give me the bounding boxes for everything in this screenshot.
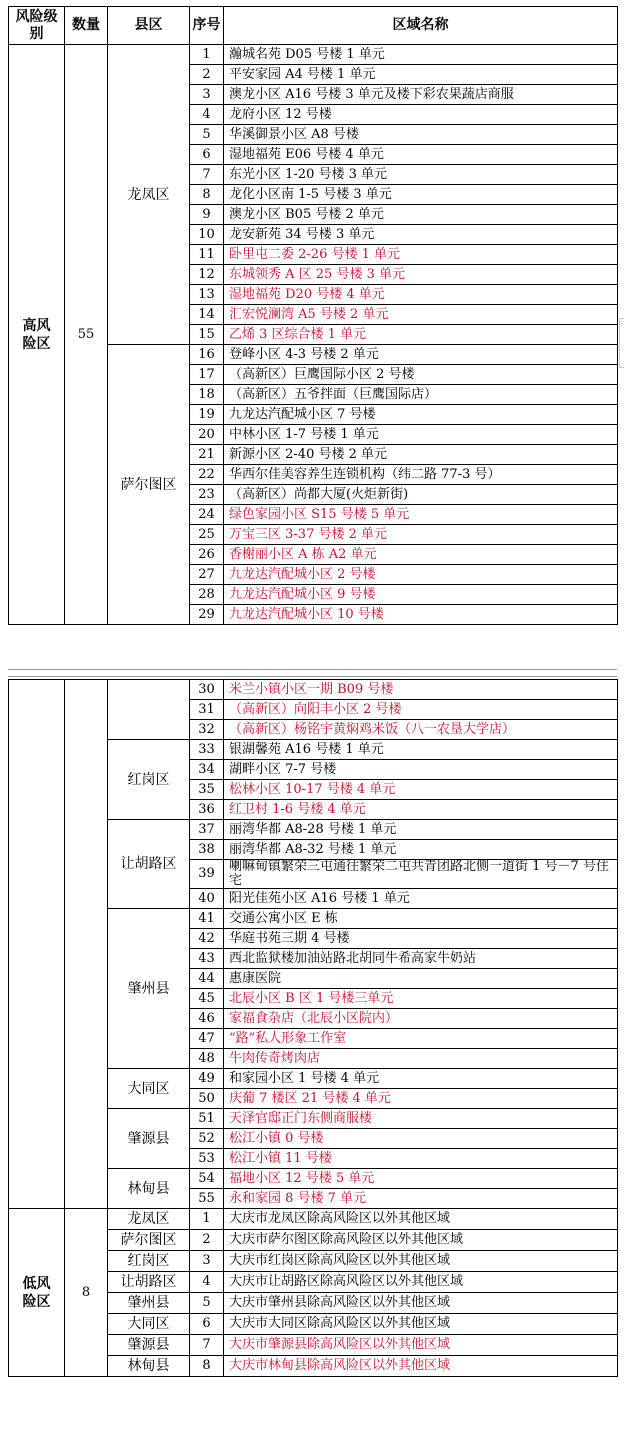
- row-seq: 35: [190, 780, 224, 800]
- row-seq: 15: [190, 325, 224, 345]
- row-seq: 16: [190, 345, 224, 365]
- row-seq: 7: [190, 1335, 224, 1356]
- header-count: 数量: [65, 7, 108, 45]
- row-seq: 4: [190, 105, 224, 125]
- row-seq: 2: [190, 65, 224, 85]
- district-cell: 大同区: [108, 1069, 190, 1109]
- district-cell: 肇州县: [108, 1293, 190, 1314]
- header-area-name: 区域名称: [224, 7, 618, 45]
- row-seq: 20: [190, 425, 224, 445]
- low-risk-row: [9, 1209, 618, 1230]
- low-risk-level-cell: 低风险区: [9, 1209, 65, 1377]
- area-name: 阳光佳苑小区 A16 号楼 1 单元: [224, 889, 618, 909]
- row-seq: 50: [190, 1089, 224, 1109]
- area-name: 丽湾华都 A8-32 号楼 1 单元: [224, 840, 618, 860]
- table-row: [9, 680, 618, 700]
- area-name: 澳龙小区 B05 号楼 2 单元: [224, 205, 618, 225]
- page-break-line: [8, 669, 617, 670]
- district-cell: 林甸县: [108, 1356, 190, 1377]
- row-seq: 25: [190, 525, 224, 545]
- district-cell: 龙凤区: [108, 1209, 190, 1230]
- row-seq: 43: [190, 949, 224, 969]
- area-name: 登峰小区 4-3 号楼 2 单元: [224, 345, 618, 365]
- district-cell: [108, 680, 190, 740]
- area-name: 中林小区 1-7 号楼 1 单元: [224, 425, 618, 445]
- area-name: 东光小区 1-20 号楼 3 单元: [224, 165, 618, 185]
- area-name: 湿地福苑 E06 号楼 4 单元: [224, 145, 618, 165]
- district-cell: 让胡路区: [108, 820, 190, 909]
- district-cell: 大同区: [108, 1314, 190, 1335]
- row-seq: 9: [190, 205, 224, 225]
- row-seq: 26: [190, 545, 224, 565]
- risk-level-cell: [9, 680, 65, 1209]
- row-seq: 6: [190, 145, 224, 165]
- area-name: 大庆市龙凤区除高风险区以外其他区域: [224, 1209, 618, 1230]
- area-name: 大庆市让胡路区除高风险区以外其他区域: [224, 1272, 618, 1293]
- area-name: 大庆市萨尔图区除高风险区以外其他区域: [224, 1230, 618, 1251]
- district-cell: 肇州县: [108, 909, 190, 1069]
- area-name: 米兰小镇小区一期 B09 号楼: [224, 680, 618, 700]
- area-name: 福地小区 12 号楼 5 单元: [224, 1169, 618, 1189]
- area-name: 北辰小区 B 区 1 号楼三单元: [224, 989, 618, 1009]
- row-seq: 24: [190, 505, 224, 525]
- row-seq: 42: [190, 929, 224, 949]
- row-seq: 14: [190, 305, 224, 325]
- area-name: 交通公寓小区 E 栋: [224, 909, 618, 929]
- header-risk-level: 风险级别: [9, 7, 65, 45]
- risk-level-cell: 高风险区: [9, 45, 65, 625]
- risk-table-page-2: [8, 679, 618, 1377]
- row-seq: 8: [190, 1356, 224, 1377]
- row-seq: 40: [190, 889, 224, 909]
- row-seq: 31: [190, 700, 224, 720]
- area-name: 香榭丽小区 A 栋 A2 单元: [224, 545, 618, 565]
- row-seq: 48: [190, 1049, 224, 1069]
- area-name: 九龙达汽配城小区 7 号楼: [224, 405, 618, 425]
- area-name: 澳龙小区 A16 号楼 3 单元及楼下彩农果蔬店商服: [224, 85, 618, 105]
- row-seq: 2: [190, 1230, 224, 1251]
- area-name: 龙化小区南 1-5 号楼 3 单元: [224, 185, 618, 205]
- area-name: 九龙达汽配城小区 2 号楼: [224, 565, 618, 585]
- area-name: 牛肉传奇烤肉店: [224, 1049, 618, 1069]
- area-name: 喇嘛甸镇繁荣三屯通往繁荣二屯共青团路北侧一道街 1 号－7 号住宅: [224, 860, 618, 889]
- area-name: 大庆市肇州县除高风险区以外其他区域: [224, 1293, 618, 1314]
- area-name: 和家园小区 1 号楼 4 单元: [224, 1069, 618, 1089]
- area-name: 九龙达汽配城小区 10 号楼: [224, 605, 618, 625]
- row-seq: 6: [190, 1314, 224, 1335]
- row-seq: 47: [190, 1029, 224, 1049]
- row-seq: 41: [190, 909, 224, 929]
- area-name: 大庆市大同区除高风险区以外其他区域: [224, 1314, 618, 1335]
- area-name: 银湖馨苑 A16 号楼 1 单元: [224, 740, 618, 760]
- row-seq: 22: [190, 465, 224, 485]
- area-name: 湖畔小区 7-7 号楼: [224, 760, 618, 780]
- area-name: 乙烯 3 区综合楼 1 单元: [224, 325, 618, 345]
- area-name: 家福食杂店（北辰小区院内）: [224, 1009, 618, 1029]
- header-row: [9, 7, 618, 45]
- district-cell: 龙凤区: [108, 45, 190, 345]
- area-name: 平安家园 A4 号楼 1 单元: [224, 65, 618, 85]
- area-name: 松江小镇 0 号楼: [224, 1129, 618, 1149]
- row-seq: 11: [190, 245, 224, 265]
- area-name: 松林小区 10-17 号楼 4 单元: [224, 780, 618, 800]
- area-name: 瀚城名苑 D05 号楼 1 单元: [224, 45, 618, 65]
- area-name: 大庆市红岗区除高风险区以外其他区域: [224, 1251, 618, 1272]
- area-name: （高新区）向阳丰小区 2 号楼: [224, 700, 618, 720]
- row-seq: 27: [190, 565, 224, 585]
- row-seq: 8: [190, 185, 224, 205]
- row-seq: 28: [190, 585, 224, 605]
- area-name: 龙府小区 12 号楼: [224, 105, 618, 125]
- row-seq: 45: [190, 989, 224, 1009]
- row-seq: 10: [190, 225, 224, 245]
- area-name: 东城领秀 A 区 25 号楼 3 单元: [224, 265, 618, 285]
- area-name: （高新区）巨鹰国际小区 2 号楼: [224, 365, 618, 385]
- row-seq: 13: [190, 285, 224, 305]
- district-cell: 林甸县: [108, 1169, 190, 1209]
- area-name: 新源小区 2-40 号楼 2 单元: [224, 445, 618, 465]
- area-name: （高新区）尚都大厦(火炬新街): [224, 485, 618, 505]
- area-name: 卧里屯二委 2-26 号楼 1 单元: [224, 245, 618, 265]
- area-name: 大庆市林甸县除高风险区以外其他区域: [224, 1356, 618, 1377]
- table-row: [9, 45, 618, 65]
- area-name: （高新区）杨铭宇黄焖鸡米饭（八一农垦大学店）: [224, 720, 618, 740]
- row-seq: 38: [190, 840, 224, 860]
- row-seq: 49: [190, 1069, 224, 1089]
- row-seq: 12: [190, 265, 224, 285]
- row-seq: 54: [190, 1169, 224, 1189]
- row-seq: 18: [190, 385, 224, 405]
- row-seq: 21: [190, 445, 224, 465]
- risk-table-page-1: [8, 6, 618, 625]
- row-seq: 5: [190, 125, 224, 145]
- header-seq: 序号: [190, 7, 224, 45]
- area-name: 红卫村 1-6 号楼 4 单元: [224, 800, 618, 820]
- page-edge-mark: [619, 318, 624, 368]
- area-name: 龙安新苑 34 号楼 3 单元: [224, 225, 618, 245]
- area-name: 华庭书苑三期 4 号楼: [224, 929, 618, 949]
- district-cell: 让胡路区: [108, 1272, 190, 1293]
- area-name: （高新区）五爷拌面（巨鹰国际店）: [224, 385, 618, 405]
- area-name: 华西尔佳美容养生连锁机构（纬二路 77-3 号）: [224, 465, 618, 485]
- area-name: 华溪御景小区 A8 号楼: [224, 125, 618, 145]
- area-name: 松江小镇 11 号楼: [224, 1149, 618, 1169]
- row-seq: 29: [190, 605, 224, 625]
- district-cell: 肇源县: [108, 1109, 190, 1169]
- header-district: 县区: [108, 7, 190, 45]
- row-seq: 19: [190, 405, 224, 425]
- area-name: 万宝三区 3-37 号楼 2 单元: [224, 525, 618, 545]
- row-seq: 37: [190, 820, 224, 840]
- area-name: 九龙达汽配城小区 9 号楼: [224, 585, 618, 605]
- row-seq: 55: [190, 1189, 224, 1209]
- row-seq: 33: [190, 740, 224, 760]
- row-seq: 4: [190, 1272, 224, 1293]
- area-name: 汇宏悦澜湾 A5 号楼 2 单元: [224, 305, 618, 325]
- row-seq: 51: [190, 1109, 224, 1129]
- row-seq: 17: [190, 365, 224, 385]
- row-seq: 5: [190, 1293, 224, 1314]
- row-seq: 39: [190, 860, 224, 889]
- district-cell: 肇源县: [108, 1335, 190, 1356]
- row-seq: 1: [190, 45, 224, 65]
- area-name: 惠康医院: [224, 969, 618, 989]
- district-cell: 萨尔图区: [108, 345, 190, 625]
- area-name: 永和家园 8 号楼 7 单元: [224, 1189, 618, 1209]
- page-break-line: [8, 676, 617, 677]
- area-name: “路”私人形象工作室: [224, 1029, 618, 1049]
- area-name: 大庆市肇源县除高风险区以外其他区域: [224, 1335, 618, 1356]
- risk-count-cell: 55: [65, 45, 108, 625]
- row-seq: 7: [190, 165, 224, 185]
- district-cell: 红岗区: [108, 740, 190, 820]
- area-name: 庆葡 7 楼区 21 号楼 4 单元: [224, 1089, 618, 1109]
- district-cell: 萨尔图区: [108, 1230, 190, 1251]
- area-name: 西北监狱楼加油站路北胡同牛希高家牛奶站: [224, 949, 618, 969]
- row-seq: 53: [190, 1149, 224, 1169]
- row-seq: 44: [190, 969, 224, 989]
- risk-count-cell: [65, 680, 108, 1209]
- row-seq: 36: [190, 800, 224, 820]
- area-name: 湿地福苑 D20 号楼 4 单元: [224, 285, 618, 305]
- row-seq: 1: [190, 1209, 224, 1230]
- district-cell: 红岗区: [108, 1251, 190, 1272]
- row-seq: 23: [190, 485, 224, 505]
- row-seq: 3: [190, 1251, 224, 1272]
- row-seq: 3: [190, 85, 224, 105]
- row-seq: 32: [190, 720, 224, 740]
- row-seq: 34: [190, 760, 224, 780]
- low-risk-count-cell: 8: [65, 1209, 108, 1377]
- row-seq: 30: [190, 680, 224, 700]
- area-name: 丽湾华都 A8-28 号楼 1 单元: [224, 820, 618, 840]
- row-seq: 52: [190, 1129, 224, 1149]
- area-name: 天泽官邸正门东侧商服楼: [224, 1109, 618, 1129]
- row-seq: 46: [190, 1009, 224, 1029]
- area-name: 绿色家园小区 S15 号楼 5 单元: [224, 505, 618, 525]
